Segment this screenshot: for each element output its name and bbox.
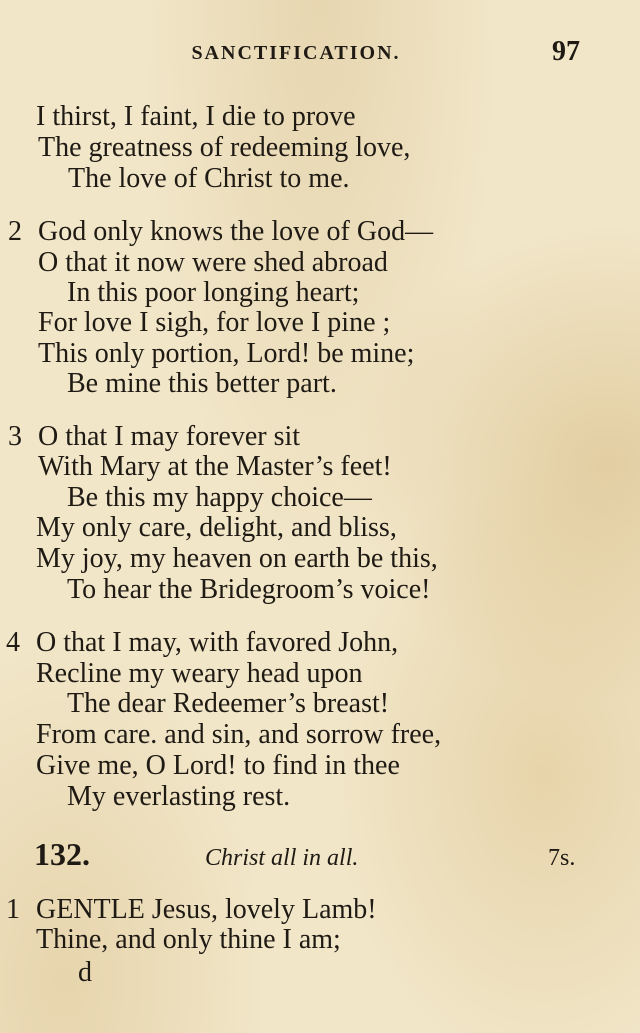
verse-line: Thine, and only thine I am; bbox=[36, 924, 341, 955]
verse-line: My everlasting rest. bbox=[67, 781, 291, 812]
verse-line: The greatness of redeeming love, bbox=[38, 132, 411, 163]
running-header: SANCTIFICATION. bbox=[191, 42, 401, 64]
verse-line: I thirst, I faint, I die to prove bbox=[36, 101, 356, 132]
verse-line: My joy, my heaven on earth be this, bbox=[36, 543, 438, 574]
page-number: 97 bbox=[552, 36, 580, 67]
verse-line: GENTLE Jesus, lovely Lamb! bbox=[36, 894, 377, 925]
verse-line: The dear Redeemer’s breast! bbox=[67, 688, 390, 719]
verse-line: Give me, O Lord! to find in thee bbox=[36, 750, 400, 781]
verse-line: With Mary at the Master’s feet! bbox=[38, 451, 392, 482]
stanza-number: 2 bbox=[8, 216, 22, 247]
stanza-number: 3 bbox=[8, 421, 22, 452]
verse-line: To hear the Bridegroom’s voice! bbox=[67, 574, 431, 605]
verse-line: O that I may, with favored John, bbox=[36, 627, 399, 658]
verse-line: This only portion, Lord! be mine; bbox=[38, 338, 415, 369]
verse-line: For love I sigh, for love I pine ; bbox=[38, 307, 391, 338]
verse-line: The love of Christ to me. bbox=[68, 163, 350, 194]
hymn-title: Christ all in all. bbox=[205, 845, 359, 871]
verse-line: Be mine this better part. bbox=[67, 368, 337, 399]
verse-line: My only care, delight, and bliss, bbox=[36, 512, 397, 543]
signature-mark: d bbox=[78, 957, 92, 988]
verse-line: Be this my happy choice— bbox=[67, 482, 372, 513]
verse-line: God only knows the love of God— bbox=[38, 216, 434, 247]
verse-line: In this poor longing heart; bbox=[67, 277, 360, 308]
verse-line: Recline my weary head upon bbox=[36, 658, 363, 689]
stanza-number: 1 bbox=[6, 894, 20, 925]
verse-line: O that I may forever sit bbox=[38, 421, 301, 452]
stanza-number: 4 bbox=[6, 627, 20, 658]
hymn-meter: 7s. bbox=[548, 845, 576, 871]
verse-line: From care. and sin, and sorrow free, bbox=[36, 719, 442, 750]
verse-line: O that it now were shed abroad bbox=[38, 247, 388, 278]
hymn-number: 132. bbox=[34, 836, 90, 872]
